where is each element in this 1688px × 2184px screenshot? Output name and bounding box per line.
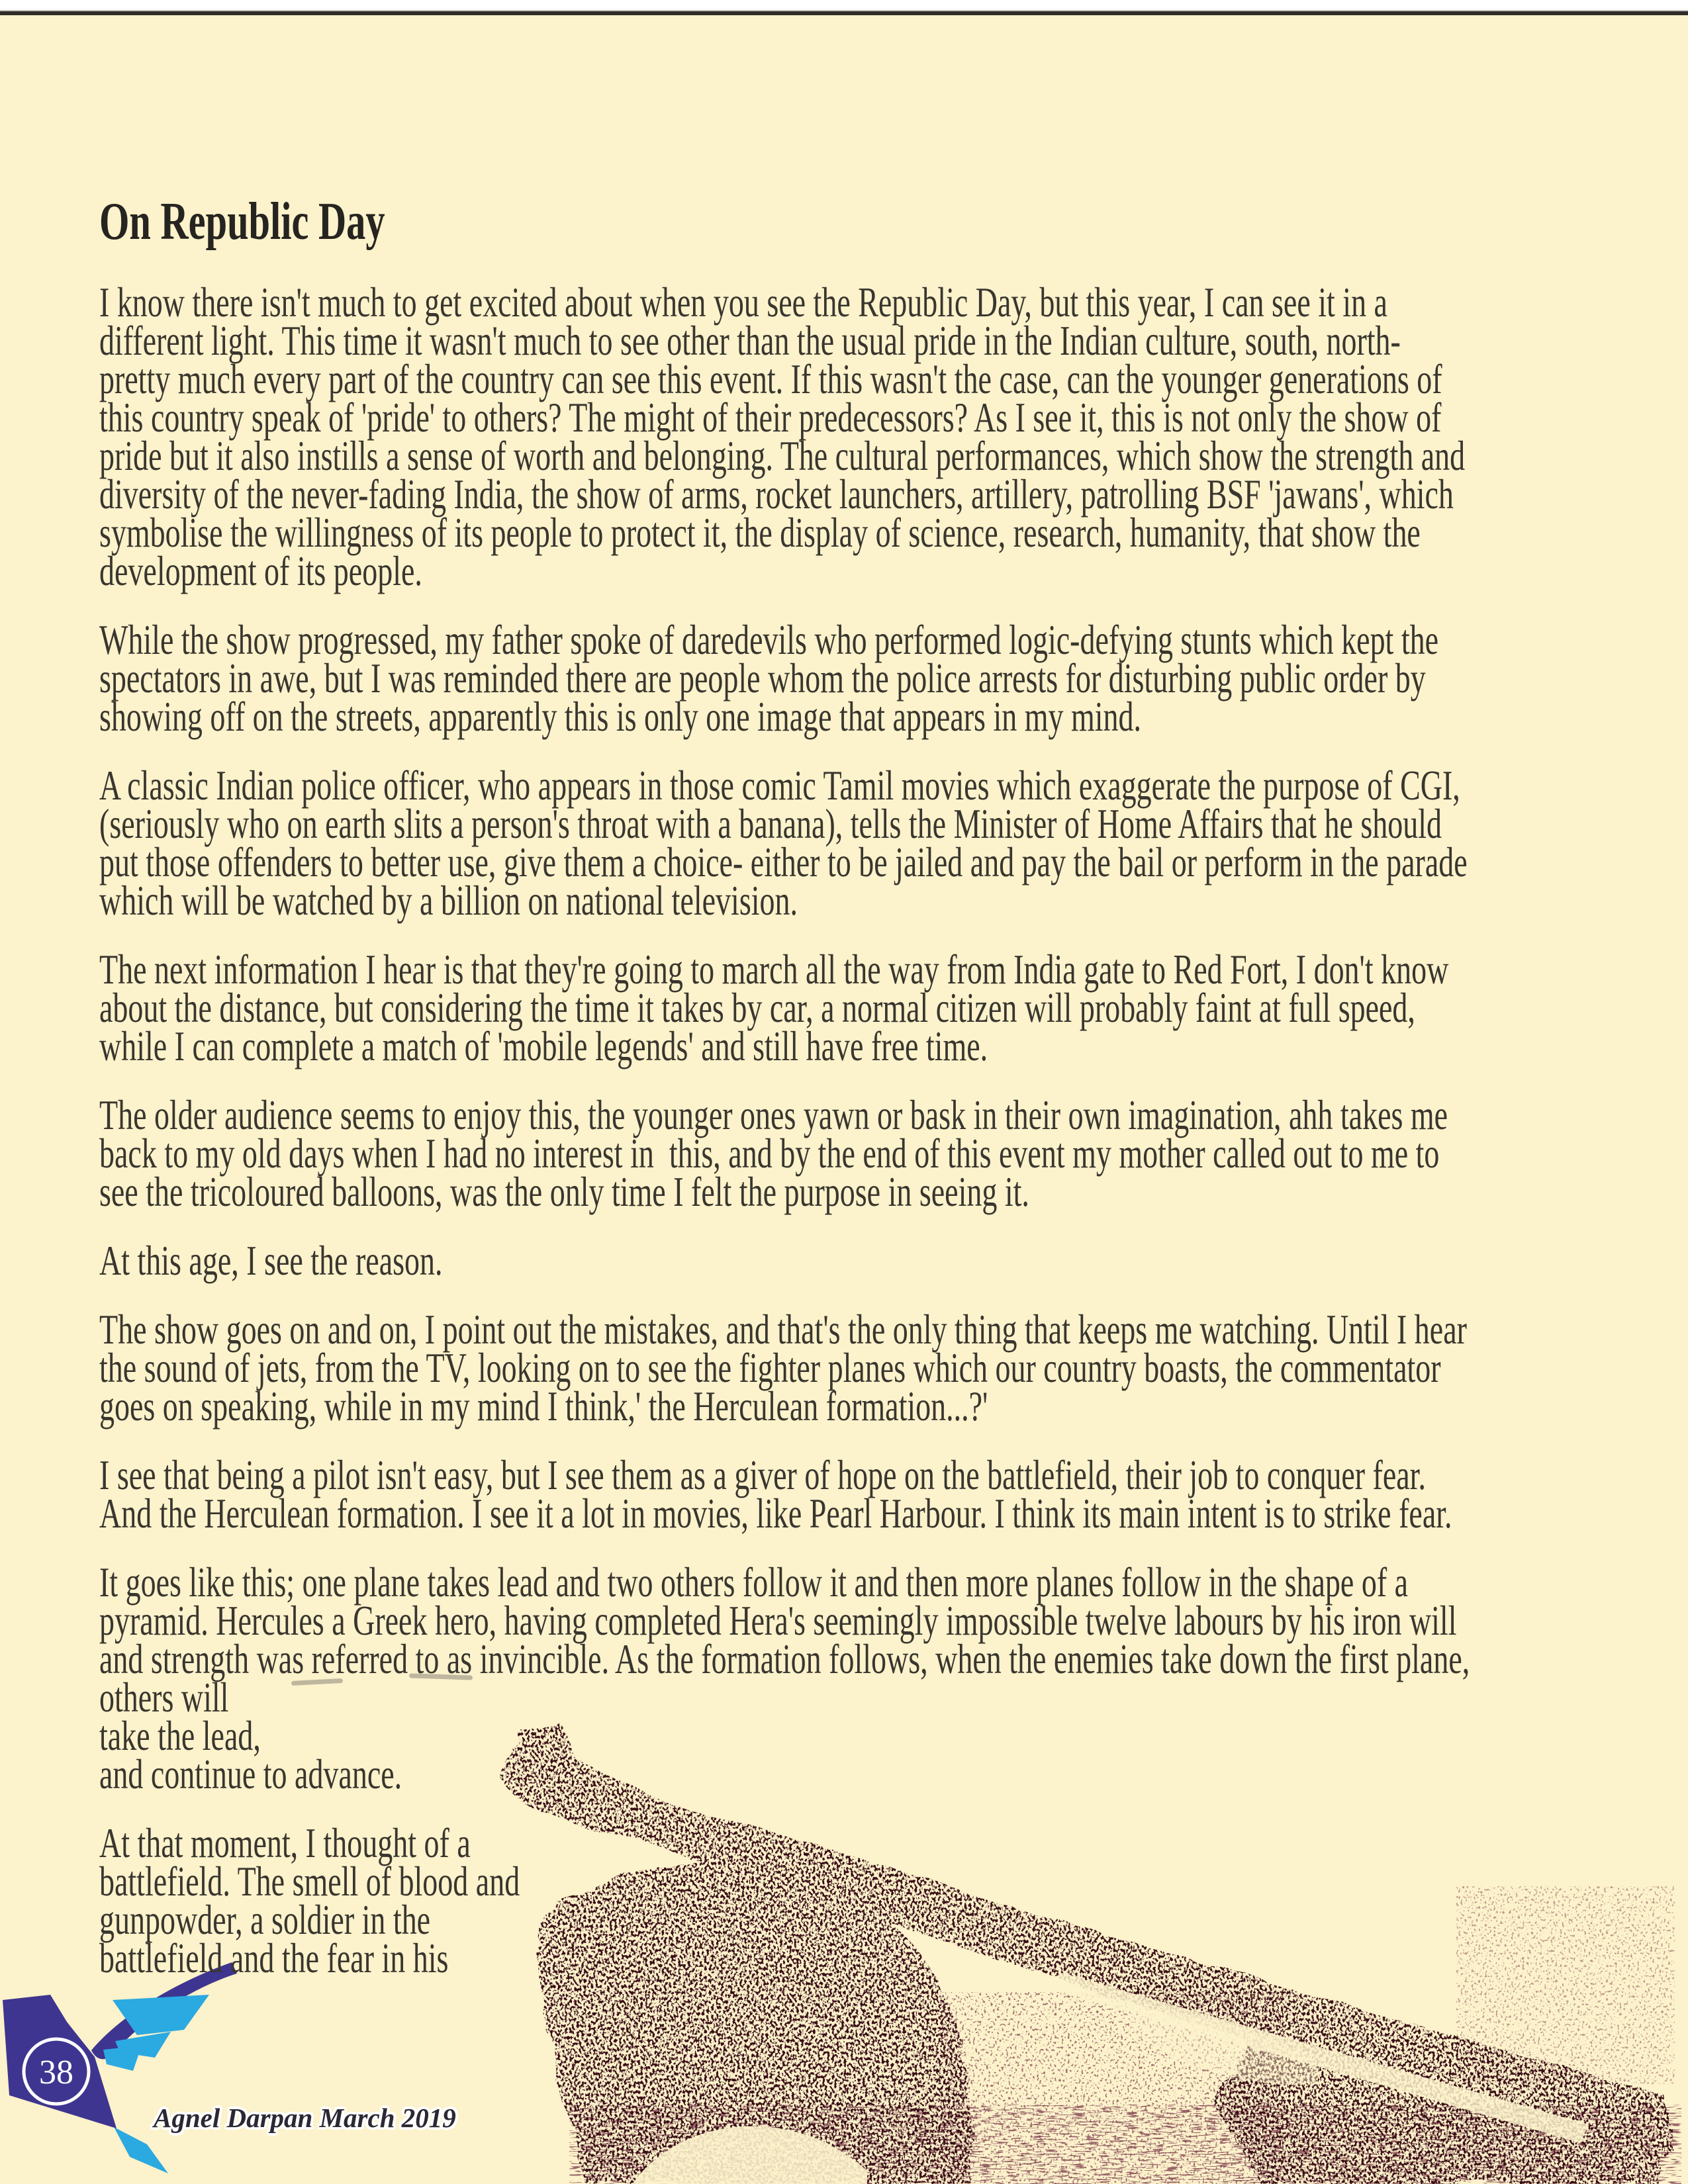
text-line: And the Herculean formation. I see it a lot in movies, like Pearl Harbour. I think its main intent is to strike fear. bbox=[99, 1490, 1452, 1537]
paragraph bbox=[99, 946, 1607, 1069]
bird-feather-3 bbox=[103, 2046, 142, 2071]
text-line: see the tricoloured balloons, was the only time I felt the purpose in seeing it. bbox=[99, 1169, 1029, 1215]
text-line: pretty much every part of the country can see this event. If this wasn't the case, can the younger generations of bbox=[99, 356, 1442, 402]
page-number-badge: 38 bbox=[39, 2054, 73, 2091]
text-line: pyramid. Hercules a Greek hero, having completed Hera's seemingly impossible twelve labours by his iron will bbox=[99, 1598, 1457, 1644]
text-line: It goes like this; one plane takes lead and two others follow it and then more planes follow in the shape of a bbox=[99, 1559, 1409, 1606]
article-body bbox=[99, 279, 1607, 1981]
text-line: The older audience seems to enjoy this, the younger ones yawn or bask in their own imagination, ahh takes me bbox=[99, 1092, 1448, 1138]
text-line: At that moment, I thought of a bbox=[99, 1820, 471, 1866]
article bbox=[99, 192, 1607, 2008]
paragraph bbox=[99, 1092, 1607, 1215]
text-line: put those offenders to better use, give them a choice- either to be jailed and pay the bail or perform in the parade bbox=[99, 839, 1468, 886]
text-line: and strength was referred to as invincible. As the formation follows, when the enemies take down the first plane, bbox=[99, 1636, 1470, 1682]
paragraph bbox=[99, 617, 1607, 740]
paragraph bbox=[99, 762, 1607, 924]
text-line: back to my old days when I had no interest in this, and by the end of this event my mother called out to me to bbox=[99, 1130, 1440, 1177]
text-line: battlefield. The smell of blood and bbox=[99, 1858, 520, 1905]
bird-tail bbox=[114, 2127, 168, 2173]
text-line: diversity of the never-fading India, the show of arms, rocket launchers, artillery, patrolling BSF 'jawans', which bbox=[99, 471, 1454, 518]
top-rule bbox=[0, 11, 1688, 15]
text-line: this country speak of 'pride' to others? The might of their predecessors? As I see it, this is not only the show of bbox=[99, 394, 1442, 441]
paragraph bbox=[99, 1452, 1607, 1537]
paragraph bbox=[99, 1820, 1607, 1981]
text-line: take the lead, bbox=[99, 1713, 261, 1759]
text-line: spectators in awe, but I was reminded there are people whom the police arrests for disturbing public order by bbox=[99, 655, 1426, 702]
text-line: about the distance, but considering the time it takes by car, a normal citizen will probably faint at full speed, bbox=[99, 985, 1415, 1031]
paragraph bbox=[99, 1559, 1607, 1797]
page-top-margin bbox=[0, 0, 1688, 10]
text-line: I know there isn't much to get excited about when you see the Republic Day, but this year, I can see it in a bbox=[99, 279, 1387, 326]
text-line: (seriously who on earth slits a person's throat with a banana), tells the Minister of Home Affairs that he should bbox=[99, 801, 1442, 847]
footer-magazine-line: Agnel Darpan March 2019 bbox=[154, 2103, 456, 2133]
text-line: symbolise the willingness of its people to protect it, the display of science, research, humanity, that show the bbox=[99, 510, 1421, 556]
text-line: The show goes on and on, I point out the mistakes, and that's the only thing that keeps me watching. Until I hear bbox=[99, 1306, 1467, 1353]
text-line: while I can complete a match of 'mobile legends' and still have free time. bbox=[99, 1023, 988, 1069]
text-line: development of its people. bbox=[99, 548, 422, 594]
text-line: The next information I hear is that they're going to march all the way from India gate to Red Fort, I don't know bbox=[99, 946, 1449, 993]
text-line: At this age, I see the reason. bbox=[99, 1238, 443, 1284]
text-line: goes on speaking, while in my mind I think,' the Herculean formation...?' bbox=[99, 1383, 988, 1430]
text-line: gunpowder, a soldier in the bbox=[99, 1897, 431, 1943]
text-line: showing off on the streets, apparently this is only one image that appears in my mind. bbox=[99, 694, 1142, 740]
page-title: On Republic Day bbox=[99, 193, 385, 251]
text-line: I see that being a pilot isn't easy, but I see them as a giver of hope on the battlefield, their job to conquer fear. bbox=[99, 1452, 1426, 1498]
text-line: which will be watched by a billion on national television. bbox=[99, 878, 798, 924]
text-line: the sound of jets, from the TV, looking on to see the fighter planes which our country boasts, the commentator bbox=[99, 1345, 1441, 1391]
text-line: different light. This time it wasn't much to see other than the usual pride in the Indian culture, south, north- bbox=[99, 318, 1401, 364]
text-line: battlefield and the fear in his bbox=[99, 1935, 449, 1981]
text-line: A classic Indian police officer, who appears in those comic Tamil movies which exaggerate the purpose of CGI, bbox=[99, 762, 1460, 809]
text-line: and continue to advance. bbox=[99, 1751, 402, 1797]
paragraph bbox=[99, 1238, 1607, 1284]
text-line: others will bbox=[99, 1674, 229, 1721]
text-line: While the show progressed, my father spoke of daredevils who performed logic-defying stunts which kept the bbox=[99, 617, 1439, 663]
text-line: pride but it also instills a sense of worth and belonging. The cultural performances, which show the strength and bbox=[99, 433, 1466, 479]
paragraph bbox=[99, 279, 1607, 594]
paragraph bbox=[99, 1306, 1607, 1430]
